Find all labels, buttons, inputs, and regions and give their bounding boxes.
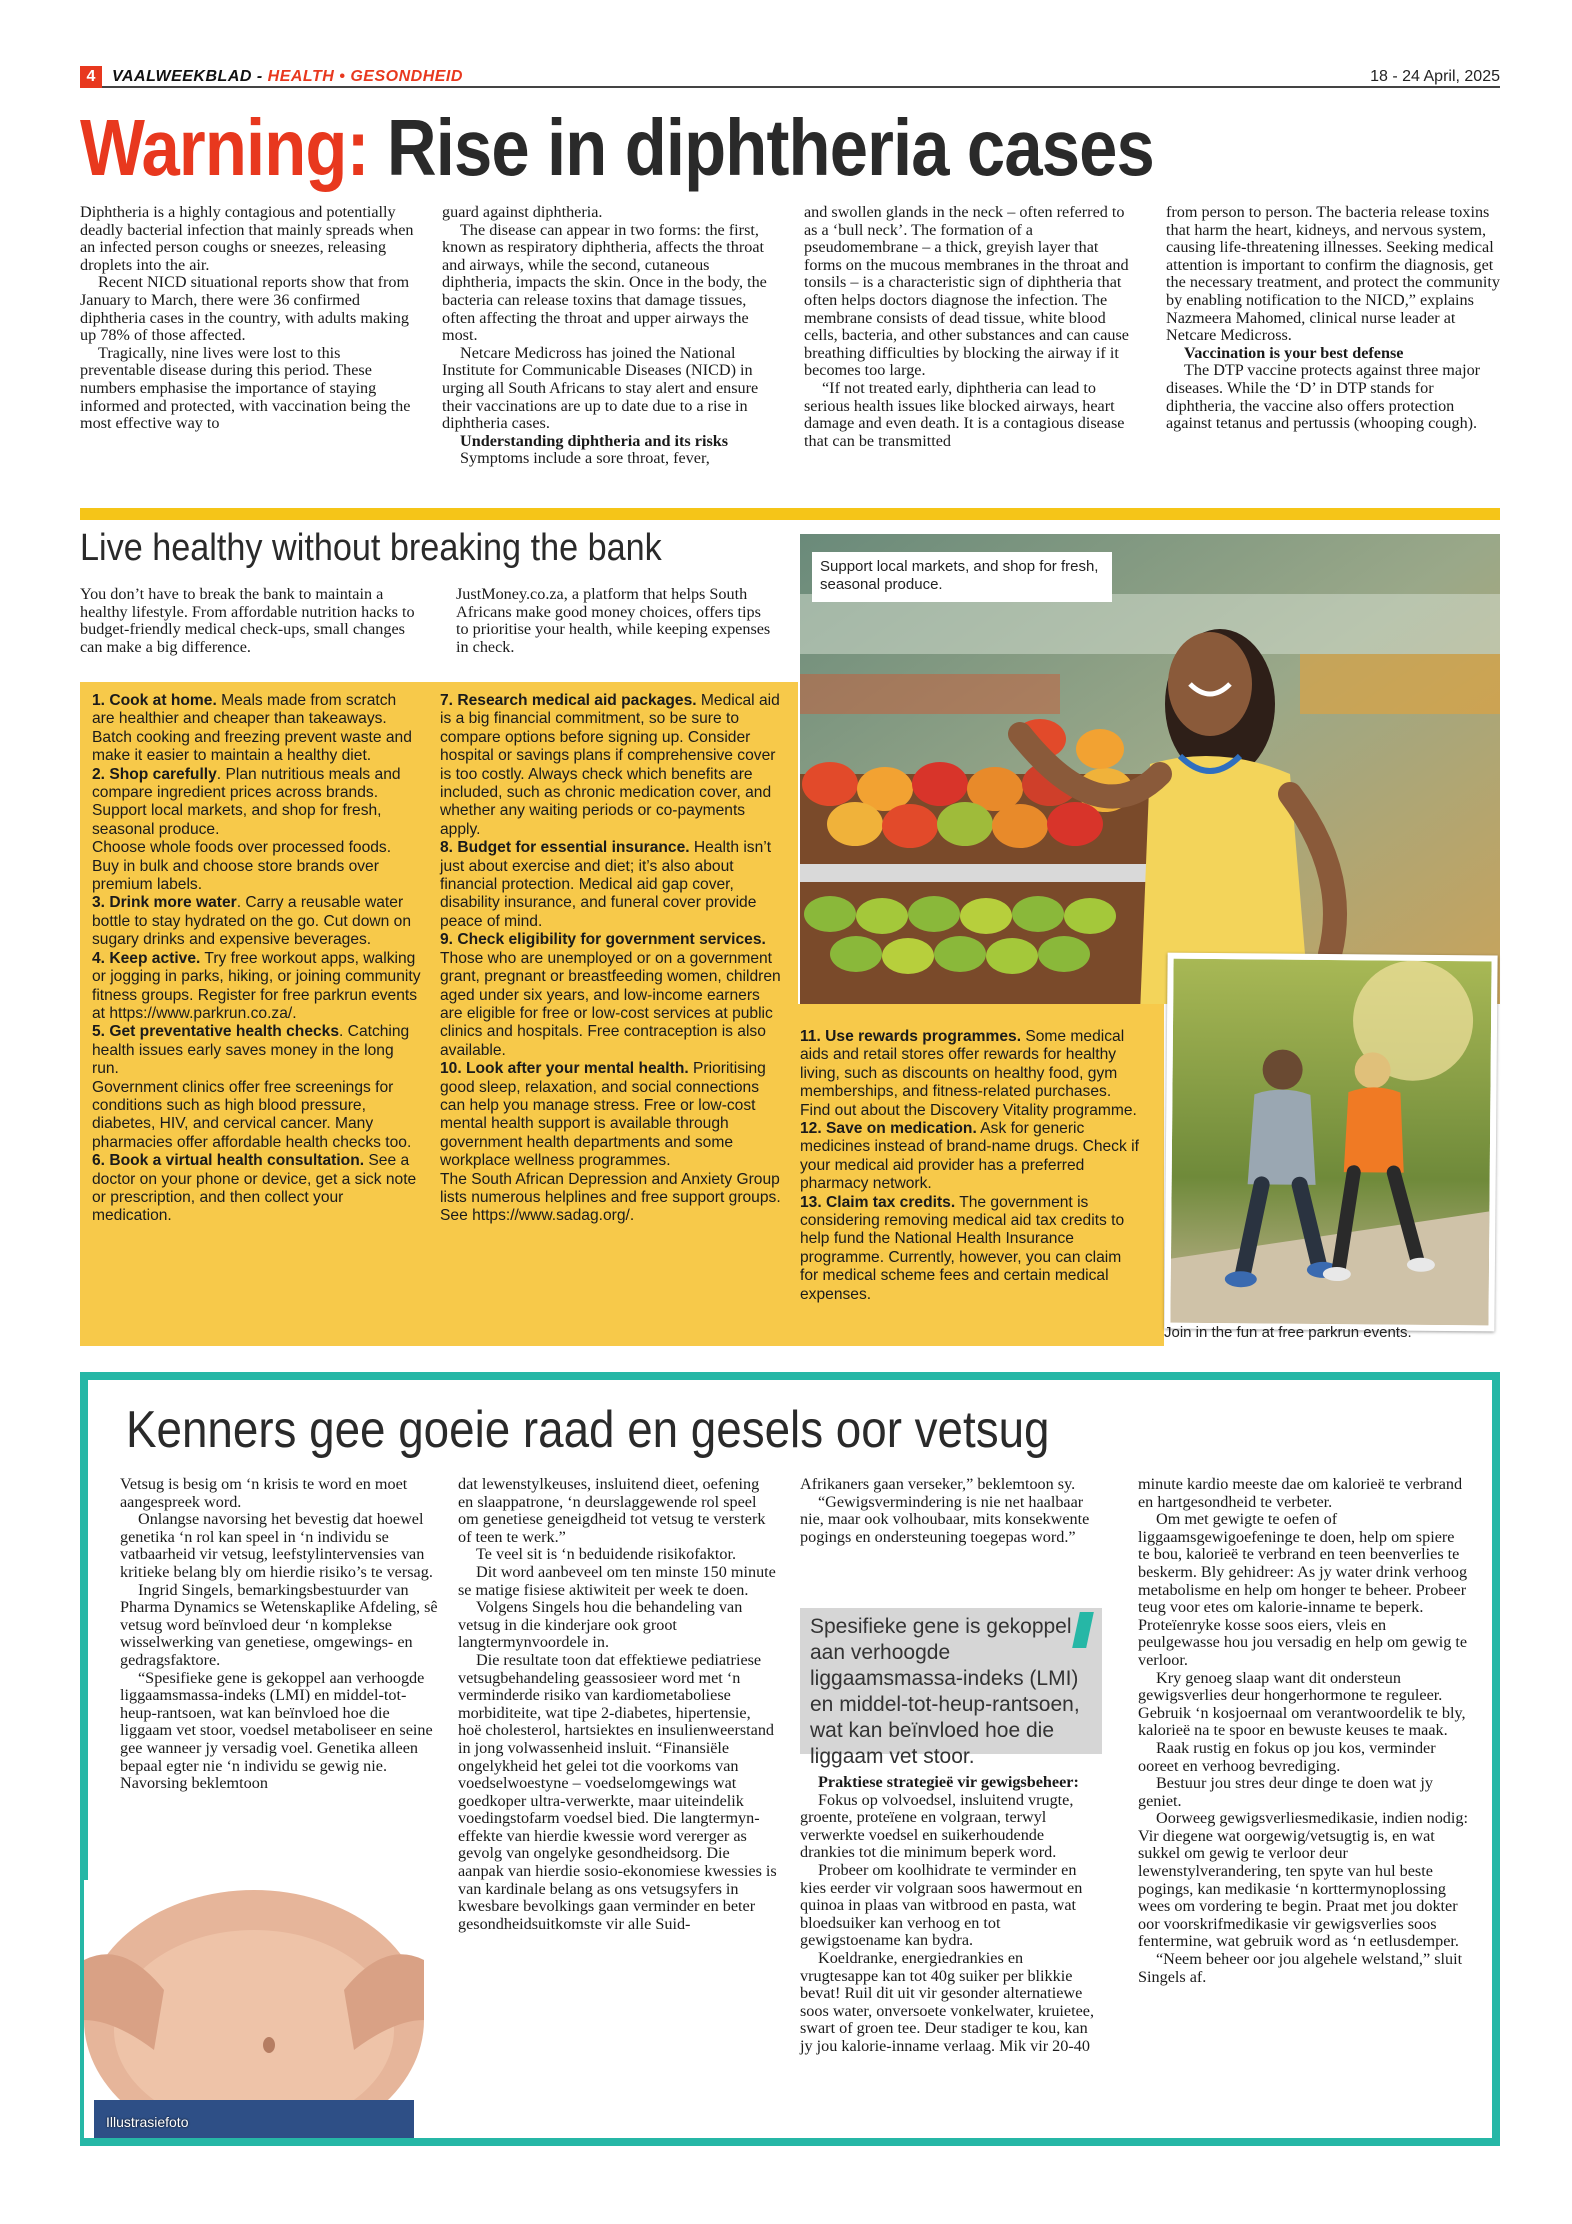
tips-column-1 [92, 692, 422, 1226]
tip-13: 13. Claim tax credits. The government is considering removing medical aid tax credits to help fund the National Health Insurance programme. Currently, however, you can claim for medical scheme fees and certain medical expenses. [800, 1193, 1125, 1303]
diphtheria-column-4: from person to person. The bacteria release toxins that harm the heart, kidneys, and nervous system, causing life-threatening illnesses. Seeking medical attention is important to confirm the diagnosis, get the necessary treatment, and protect the community by enabling notification to the NICD,” explains Nazmeera Mahomed, clinical nurse leader at Netcare Medicross. Vaccination is your best defense The DTP vaccine protects against three major diseases. While the ‘D’ in DTP stands for diphtheria, the vaccine also offers protection against tetanus and pertussis (whooping cough). [1166, 203, 1500, 433]
tip-3: 3. Drink more water. Carry a reusable water bottle to stay hydrated on the go. Cut down on sugary drinks and expensive beverages. [92, 894, 412, 949]
tip-12: 12. Save on medication. Ask for generic medicines instead of brand-name drugs. Check if your medical aid provider has a preferred pharmacy network. [800, 1120, 1139, 1193]
publication-name: VAALWEEKBLAD - HEALTH • GESONDHEID [112, 68, 463, 85]
tip-6: 6. Book a virtual health consultation. See a doctor on your phone or device, get a sick note or prescription, and then collect your medication. [92, 1152, 417, 1225]
runners-illustration [1170, 959, 1491, 1326]
tip-4: 4. Keep active. Try free workout apps, walking or jogging in parks, hiking, or joining community fitness groups. Register for free parkrun events at https://www.parkrun.co.za/. [92, 949, 421, 1022]
obesity-headline: Kenners gee goeie raad en gesels oor vetsug [126, 1401, 1050, 1459]
tip-2-cont: Choose whole foods over processed foods. Buy in bulk and choose store brands over premium labels. [92, 839, 392, 894]
tip-1: 1. Cook at home. Meals made from scratch are healthier and cheaper than takeaways. Batch cooking and freezing prevent waste and make it easier to maintain a healthy diet. [92, 692, 412, 765]
intro-column-2: JustMoney.co.za, a platform that helps South Africans make good money choices, offers tips to prioritise your health, while keeping expenses in check. [456, 585, 771, 656]
runners-photo [1164, 953, 1497, 1332]
tips-column-2 [440, 692, 784, 1226]
belly-illustration [84, 1880, 424, 2138]
pull-quote: Spesifieke gene is gekoppel aan verhoogde liggaamsmassa-indeks (LMI) en middel-tot-heup-rantsoen, wat kan beïnvloed hoe die liggaam vet stoor. [800, 1608, 1102, 1754]
page-number: 4 [80, 66, 102, 88]
issue-date: 18 - 24 April, 2025 [1370, 68, 1500, 85]
runners-photo-caption: Join in the fun at free parkrun events. [1164, 1324, 1412, 1341]
subhead-strategies: Praktiese strategieë vir gewigsbeheer: [818, 1773, 1079, 1791]
obesity-column-3-bottom: Praktiese strategieë vir gewigsbeheer: Fokus op volvoedsel, insluitend vrugte, groente, proteïene en volgraan, terwyl verwerkte voedsel en suikerhoudende drankies tot die minimum beperk word. Probeer om koolhidrate te verminder en kies eerder vir volgraan soos hawermout en quinoa in plaas van witbrood en pasta, wat bloedsuiker kan verhoog en tot gewigstoename kan bydra. Koeldranke, energiedrankies en vrugtesappe kan tot 40g suiker per blikkie bevat! Ruil dit uit vir gesonder alternatiewe soos water, onversoete vonkelwater, kruietee, swart of groen tee. Deur stadiger te kou, kan jy jou kalorie-inname verlaag. Mik vir 20-40 [800, 1774, 1102, 2056]
section-divider-yellow [80, 508, 1500, 520]
tip-8: 8. Budget for essential insurance. Health isn’t just about exercise and diet; it’s also about financial protection. Medical aid gap cover, disability insurance, and funeral cover provide peace of mind. [440, 839, 772, 930]
tips-column-3 [800, 1028, 1142, 1304]
healthy-budget-headline: Live healthy without breaking the bank [80, 527, 662, 569]
market-photo [800, 534, 1500, 1004]
intro-column-1: You don’t have to break the bank to maintain a healthy lifestyle. From affordable nutrition hacks to budget-friendly medical check-ups, small changes can make a big difference. [80, 585, 415, 656]
diphtheria-column-2: guard against diphtheria. The disease can appear in two forms: the first, known as respiratory diphtheria, affects the throat and airways, while the second, cutaneous diphtheria, impacts the skin. Once in the body, the bacteria can release toxins that damage tissues, often affecting the throat and upper airways the most. Netcare Medicross has joined the National Institute for Communicable Diseases (NICD) in urging all South Africans to stay alert and ensure their vaccinations are up to date due to a rise in diphtheria cases. Understanding diphtheria and its risks Symptoms include a sore throat, fever, [442, 204, 778, 468]
subhead-vaccination: Vaccination is your best defense [1184, 343, 1404, 362]
market-photo-caption: Support local markets, and shop for fresh, seasonal produce. [812, 552, 1112, 602]
tip-10-cont: The South African Depression and Anxiety Group lists numerous helplines and free support groups. See https://www.sadag.org/. [440, 1170, 781, 1225]
tip-2: 2. Shop carefully. Plan nutritious meals and compare ingredient prices across brands. Support local markets, and shop for fresh, seasonal produce. [92, 765, 401, 838]
tip-9: 9. Check eligibility for government services. Those who are unemployed or on a government grant, pregnant or breastfeeding women, children aged under six years, and low-income earners are eligible for free or low-cost services at public clinics and hospitals. Free contraception is also available. [440, 931, 781, 1059]
obesity-column-4: minute kardio meeste dae om kalorieë te verbrand en hartgesondheid te verbeter. Om met gewigte te oefen of liggaamsgewigoefeninge te doen, help om spiere te bou, kalorieë te verbrand en teen beenverlies te beskerm. Bly gehidreer: As jy water drink verhoog metabolisme en help om honger te beheer. Probeer teug voor etes om kalorie-inname te beperk. Proteïenryke kosse soos eiers, vleis en peulgewasse hou jou versadig en help om gewig te verloor. Kry genoeg slaap want dit ondersteun gewigsverlies deur hongerhormone te reguleer. Gebruik ‘n kosjoernaal om verantwoordelik te bly, kalorieë na te spoor en bewuste keuses te maak. Raak rustig en fokus op jou kos, verminder ooreet en verhoog bevrediging. Bestuur jou stres deur dinge te doen wat jy geniet. Oorweeg gewigsverliesmedikasie, indien nodig: Vir diegene wat oorgewig/vetsugtig is, en wat sukkel om gewig te verloor deur lewenstylverandering, ten spyte van hul beste pogings, kan medikasie ‘n korttermynoplossing wees om vordering te begin. Praat met jou dokter oor voorskrifmedikasie vir gewigsverlies soos fentermine, wat gebruik word as ‘n eetlusdemper. “Neem beheer oor jou algehele welstand,” sluit Singels af. [1138, 1475, 1468, 1986]
tip-11: 11. Use rewards programmes. Some medical aids and retail stores offer rewards for healthy living, such as discounts on healthy food, gym memberships, and fitness-related purchases. Find out about the Discovery Vitality programme. [800, 1028, 1137, 1119]
diphtheria-column-3: and swollen glands in the neck – often referred to as a ‘bull neck’. The formation of a pseudomembrane – a thick, greyish layer that forms on the mucous membranes in the throat and tonsils – is a characteristic sign of diphtheria that often helps doctors diagnose the infection. The membrane consists of dead tissue, white blood cells, bacteria, and other substances and can cause breathing difficulties by blocking the airway if it becomes too large. “If not treated early, diphtheria can lead to serious health issues like blocked airways, heart damage and even death. It is a contagious disease that can be transmitted [804, 203, 1129, 450]
tip-7: 7. Research medical aid packages. Medical aid is a big financial commitment, so be sure to compare options before signing up. Consider hospital or savings plans if comprehensive cover is too costly. Always check which benefits are included, such as chronic medication cover, and whether any waiting periods or co-payments apply. [440, 692, 780, 838]
tip-5: 5. Get preventative health checks. Catching health issues early saves money in the long run. [92, 1023, 410, 1078]
belly-photo [84, 1880, 424, 2138]
illustration-credit: Illustrasiefoto [106, 2114, 189, 2130]
obesity-column-1: Vetsug is besig om ‘n krisis te word en moet aangespreek word. Onlangse navorsing het bevestig dat hoewel genetika ‘n rol kan speel in ‘n individu se vatbaarheid vir vetsug, leefstylintervensies van kritieke belang bly om hierdie risiko’s te versag. Ingrid Singels, bemarkingsbestuurder van Pharma Dynamics se Wetenskaplike Afdeling, sê vetsug word beïnvloed deur ‘n komplekse wisselwerking van genetiese, omgewings- en gedragsfaktore. “Spesifieke gene is gekoppel aan verhoogde liggaamsmassa-indeks (LMI) en middel-tot-heup-rantsoen, wat kan beïnvloed hoe die liggaam vet stoor, voedsel metaboliseer en seine gee wanneer jy versadig voel. Genetika alleen bepaal egter nie ‘n individu se gewig nie. Navorsing beklemtoon [120, 1475, 438, 1793]
obesity-column-3-top: Afrikaners gaan verseker,” beklemtoon sy. “Gewigsvermindering is nie net haalbaar nie, maar ook volhoubaar, mits konsekwente pogings en ondersteuning toegepas word.” [800, 1475, 1090, 1546]
tip-10: 10. Look after your mental health. Prioritising good sleep, relaxation, and social connections can help you manage stress. Free or low-cost mental health support is available through government health departments and some workplace wellness programmes. [440, 1060, 766, 1170]
subhead-risks: Understanding diphtheria and its risks [460, 431, 729, 450]
diphtheria-column-1: Diphtheria is a highly contagious and potentially deadly bacterial infection that mainly spreads when an infected person coughs or sneezes, releasing droplets into the air. Recent NICD situational reports show that from January to March, there were 36 confirmed diphtheria cases in the country, with adults making up 78% of those affected. Tragically, nine lives were lost to this preventable disease during this period. These numbers emphasise the importance of staying informed and protected, with vaccination being the most effective way to [80, 203, 414, 433]
obesity-column-2: dat lewenstylkeuses, insluitend dieet, oefening en slaappatrone, ‘n deurslaggewende rol speel om genetiese geneigdheid tot vetsug te versterk of teen te werk.” Te veel sit is ‘n beduidende risikofaktor. Dit word aanbeveel om ten minste 150 minute se matige fisiese aktiwiteit per week te doen. Volgens Singels hou die behandeling van vetsug in die kinderjare ook groot langtermynvoordele in. Die resultate toon dat effektiewe pediatriese vetsugbehandeling geassosieer word met ‘n verminderde risiko van kardiometaboliese morbiditeite, wat tipe 2-diabetes, hipertensie, hoë cholesterol, hartsiektes en insulienweerstand in jong volwassenheid insluit. “Finansiële ongelykheid het gelei tot die voorkoms van voedselwoestyne – voedselomgewings wat goedkoper ultra-verwerkte, maar uiteindelik voedingstofarm voedsel bied. Die langtermyn-effekte van hierdie kwessie word vererger as gevolg van ongelyke gesondheidsorg. Die aanpak van hierdie sosio-ekonomiese kwessies is van kardinale belang as ons vetsugsyfers in kwesbare bevolkings gaan verminder en beter gesondheidsuitkomste vir alle Suid- [458, 1475, 777, 1933]
market-illustration [800, 534, 1500, 1004]
tip-5-cont: Government clinics offer free screenings for conditions such as high blood pressure, diabetes, HIV, and cervical cancer. Many pharmacies offer affordable health checks too. [92, 1078, 412, 1151]
diphtheria-headline: Warning: Rise in diphtheria cases [80, 103, 1154, 192]
